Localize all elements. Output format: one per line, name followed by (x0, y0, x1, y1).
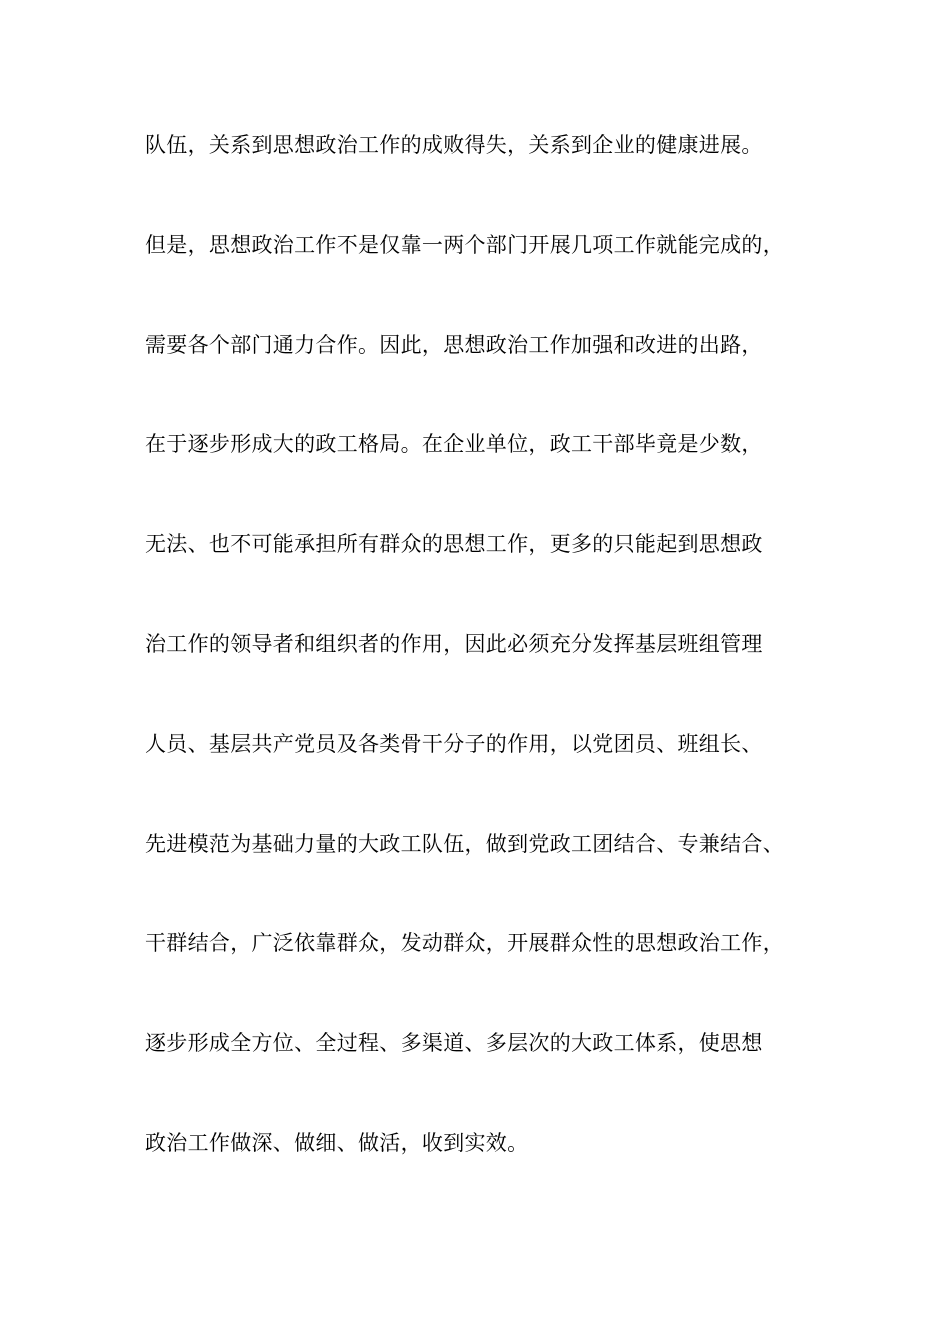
text-line: 人员、基层共产党员及各类骨干分子的作用，以党团员、班组长、 (145, 731, 763, 756)
text-line: 无法、也不可能承担所有群众的思想工作，更多的只能起到思想政 (145, 532, 763, 557)
text-line: 但是，思想政治工作不是仅靠一两个部门开展几项工作就能完成的， (145, 232, 784, 257)
text-line: 在于逐步形成大的政工格局。在企业单位，政工干部毕竟是少数， (145, 432, 763, 457)
text-line: 干群结合，广泛依靠群众，发动群众，开展群众性的思想政治工作， (145, 931, 784, 956)
text-line: 需要各个部门通力合作。因此，思想政治工作加强和改进的出路， (145, 332, 763, 357)
text-line: 队伍，关系到思想政治工作的成败得失，关系到企业的健康进展。 (145, 133, 763, 157)
text-line: 逐步形成全方位、全过程、多渠道、多层次的大政工体系，使思想 (145, 1031, 763, 1056)
text-line: 治工作的领导者和组织者的作用，因此必须充分发挥基层班组管理 (145, 631, 763, 656)
text-line: 先进模范为基础力量的大政工队伍，做到党政工团结合、专兼结合、 (145, 831, 784, 856)
body-text (145, 131, 835, 1229)
text-line: 政治工作做深、做细、做活，收到实效。 (145, 1130, 529, 1155)
